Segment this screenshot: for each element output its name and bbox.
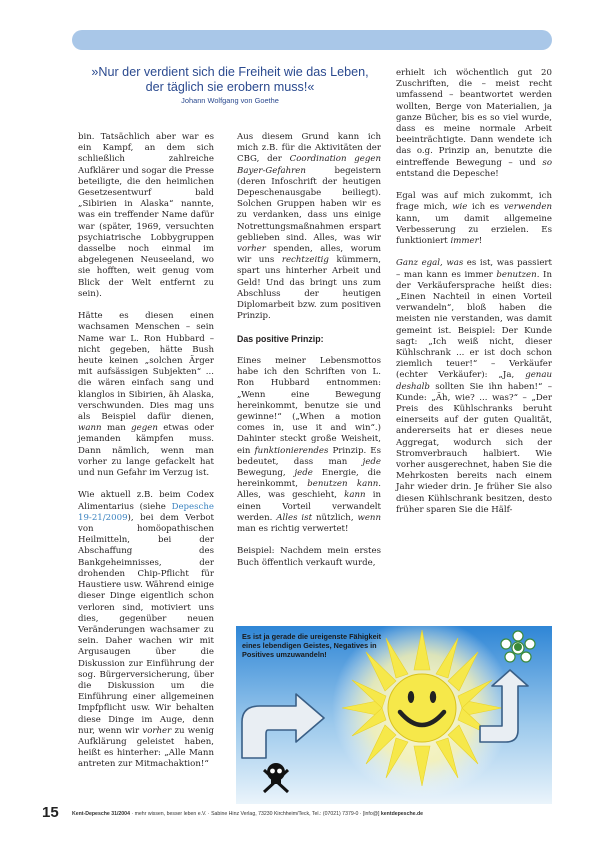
depesche-link[interactable]: Depesche 19-21/2009: [78, 501, 214, 523]
paragraph: Beispiel: Nachdem mein erstes Buch öffentlich verkauft wurde,: [237, 546, 381, 568]
paragraph: Egal was auf mich zukommt, ich frage mich, wie ich es verwenden kann, um damit allgemeine Verbesserung zu erzielen. Es funktioniert immer!: [396, 191, 552, 247]
footer: Kent-Depesche 31/2004 · mehr wissen, besser leben e.V. · Sabine Hinz Verlag, 73230 Kirchheim/Teck, Tel.: (07021) 7379-0 · [info@] kentdepesche.de: [72, 811, 423, 817]
illustration-caption: Es ist ja gerade die ureigenste Fähigkeit eines lebendigen Geistes, Negatives in Positives umzuwandeln!: [242, 632, 382, 659]
footer-domain[interactable]: kentdepesche.de: [380, 811, 423, 817]
section-heading: Das positive Prinzip:: [237, 333, 324, 344]
column-3: [396, 68, 552, 527]
paragraph: erhielt ich wöchentlich gut 20 Zuschriften, die – meist recht umfassend – beantwortet werden wollten, Berge von Materialien, ja ganze Bücher, bis es so viel wurde, dass es meine normale Arbeit beeinträchtigte. Dann wendete ich das o.g. Prinzip an, benutzte die eintreffende Bewegung – und so entstand die Depesche!: [396, 68, 552, 179]
sun-smiley-icon: [388, 674, 456, 742]
paragraph: bin. Tatsächlich aber war es ein Kampf, an dem sich schließlich zahlreiche Aufklärer und sogar die Presse beteiligte, die den heimlichen Gesetzesentwurf bald „Sibirien in Alaska“ nannte, was ein treffender Name dafür war (später, 1969, versuchten psychiatrische Lobbygruppen dasselbe noch einmal im abgelegenen Neuseeland, wo sie hofften, weit genug vom Blick der Welt entfernt zu sein).: [78, 132, 214, 299]
quote-author: Johann Wolfgang von Goethe: [181, 96, 279, 105]
quote-line-1: »Nur der verdient sich die Freiheit wie das Leben,: [91, 65, 369, 79]
quote-line-2: der täglich sie erobern muss!«: [145, 80, 315, 94]
top-banner: [72, 30, 552, 50]
column-2: [237, 132, 381, 580]
page-number: 15: [42, 804, 59, 821]
paragraph: Wie aktuell z.B. beim Codex Alimentarius (siehe Depesche 19-21/2009), bei dem Verbot von homöopathischen Heilmitteln, bei der Abschaffung des Bankgeheimnisses, der drohenden Chip-Pflicht für Haustiere usw. Während einige dieser Dinge eigentlich schon verloren sind, motiviert uns dies, gegenüber neuen Veränderungen wachsamer zu sein. Daher wachen wir mit Argusaugen über die Diskussion zur Einführung der sog. Bürgerversicherung, über die Diskussion um die Einführung einer allgemeinen Impfpflicht usw. Wir behalten diese Dinge im Auge, denn nur, wenn wir vorher zu wenig Aufklärung geleistet haben, heißt es hinterher: „Alle Mann antreten zur Mitmachaktion!“: [78, 490, 214, 770]
column-1: [78, 132, 214, 782]
paragraph: Hätte es diesen einen wachsamen Menschen – sein Name war L. Ron Hubbard – nicht gegeben, hätte Bush heute keinen „solchen Ärger mit aufsässigen Subjekten“ ... die wären einfach sang und klanglos in Sibirien, äh Alaska, verschwunden. Dies mag uns als Beispiel dafür dienen, wann man gegen etwas oder jemanden kämpfen muss. Dann nämlich, wenn man vorher zu lange gefackelt hat und nun Gefahr im Verzug ist.: [78, 311, 214, 479]
paragraph: Ganz egal, was es ist, was passiert – man kann es immer benutzen. In der Verkäufersprache heißt dies: „Einen Nachteil in einen Vorteil verwandeln“, bloß haben die meisten nie verstanden, was damit gemeint ist. Beispiel: Der Kunde sagt: „Ich weiß nicht, dieser Kühlschrank ... er ist doch schon ziemlich teuer!“ – Verkäufer (echter Verkäufer): „Ja, genau deshalb sollten Sie ihn haben!“ – Kunde: „Äh, wie? ... was?“ – „Der Preis des Kühlschranks beruht einerseits auf der guten Qualität, andererseits hat er dieses neue Aggregat, wodurch sich der Stromverbrauch halbiert. Wie vorher ausgerechnet, haben Sie die Mehrkosten bereits nach einem Jahr wieder drin. Je früher Sie also diesen Kühlschrank besitzen, desto früher sparen Sie die Hälf-: [396, 258, 552, 515]
paragraph: Aus diesem Grund kann ich mich z.B. für die Aktivitäten der CBG, der Coordination gegen Bayer-Gefahren begeistern (deren Infoschrift der heutigen Depeschenausgabe beiliegt). Solchen Gruppen haben wir es zu verdanken, dass uns einige Notrettungsmaßnahmen erspart geblieben sind. Alles, was wir vorher spenden, alles, worum wir uns rechtzeitig kümmern, spart uns hinterher Arbeit und Geld! Und das bringt uns zum Abschluss der heutigen Diplomarbeit bzw. zum positiven Prinzip.: [237, 132, 382, 322]
paragraph: Eines meiner Lebensmottos habe ich den Schriften von L. Ron Hubbard entnommen: „Wenn eine Bewegung hereinkommt, benutze sie und gewinne!“ („When a motion comes in, use it and win“.) Dahinter steckt große Weisheit, ein funktionierendes Prinzip. Es bedeutet, dass man jede Bewegung, jede Energie, die hereinkommt, benutzen kann. Alles, was geschieht, kann in einen Vorteil verwandelt werden. Alles ist nützlich, wenn man es richtig verwertet!: [237, 356, 382, 535]
quote-block: [78, 65, 382, 107]
